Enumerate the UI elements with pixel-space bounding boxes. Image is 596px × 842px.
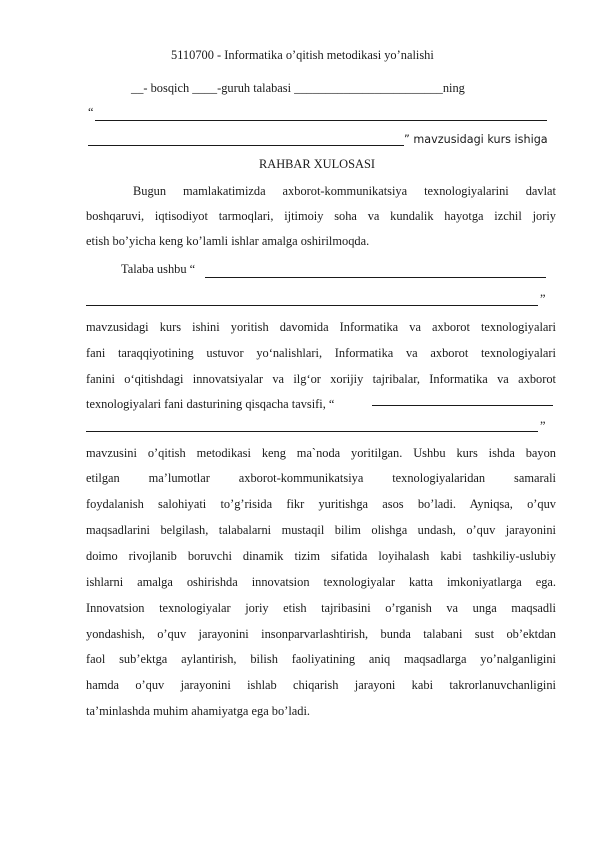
section-title: RAHBAR XULOSASI [258,157,375,171]
topic-suffix: ” mavzusidagi kurs ishiga [404,133,548,146]
paragraph2-tail-line: ishlarni amalga oshirishda innovatsion texnologiyalar katta imkoniyatlarga ega. [86,575,556,589]
topic-blank-line-1 [95,120,547,121]
topic-blank-line-2 [88,145,404,146]
paragraph2-tail-line: foydalanish salohiyati to’g’risida fikr yuritishga asos bo’ladi. Ayniqsa, o’quv [86,497,556,511]
paragraph2-tail-line: etilgan ma’lumotlar axborot-kommunikatsiya texnologiyalaridan samarali [86,471,556,485]
paragraph2-topic-blank-2 [86,305,538,306]
paragraph2-tail-line: ta’minlashda muhim ahamiyatga ega bo’ladi. [86,704,310,718]
student-line [131,80,465,96]
document-title: 5110700 - Informatika o’qitish metodikasi yo’nalishi [171,48,434,62]
name-blank: ________________________ [294,81,443,95]
paragraph2-line: fanini o‘qitishdagi innovatsiyalar va ilg‘or xorijiy tajribalar, Informatika va axborot [86,372,556,386]
paragraph2-topic-blank-1 [205,277,546,278]
course-label: - bosqich [143,81,190,95]
paragraph2-lead: Talaba ushbu “ [121,262,196,276]
paragraph1-line: etish bo’yicha keng ko’lamli ishlar amalga oshirilmoqda. [86,234,370,248]
paragraph1-line: boshqaruvi, iqtisodiyot tarmoqlari, ijtimoiy soha va kundalik hayotga izchil joriy [86,209,556,223]
paragraph2-tail-line: yondashish, o’quv jarayonini insonparvarlashtirish, bunda talabani sust ob’ektdan [86,627,556,641]
paragraph2-blank-line-lead: texnologiyalari fani dasturining qisqacha tavsifi, “ [86,397,335,411]
paragraph2-name-blank-1 [372,405,553,406]
name-suffix: ning [442,81,465,95]
paragraph2-tail-line: mavzusini o’qitish metodikasi keng ma`noda yoritilgan. Ushbu kurs ishda bayon [86,446,556,460]
paragraph2-line: fani taraqqiyotining ustuvor yo‘nalishlari, Informatika va axborot texnologiyalari [86,346,556,360]
paragraph2-tail-line: faol sub’ektga aylantirish, bilish faoliyatining aniq maqsadlarga yo’nalganligini [86,652,556,666]
paragraph1-line: Bugun mamlakatimizda axborot-kommunikatsiya texnologiyalarini davlat [133,184,556,198]
paragraph2-line: mavzusidagi kurs ishini yoritish davomida Informatika va axborot texnologiyalari [86,320,556,334]
paragraph2-close-quote-1: ” [540,292,546,306]
paragraph2-tail-line: hamda o’quv jarayonini ishlab chiqarish jarayoni kabi takrorlanuvchanligini [86,678,556,692]
group-blank: ____ [192,81,218,95]
topic-open-quote: “ [88,105,94,119]
paragraph2-name-blank-2 [86,431,538,432]
paragraph2-tail-line: doimo rivojlanib boruvchi dinamik tizim sifatida loyihalash kabi tashkiliy-uslubiy [86,549,556,563]
paragraph2-tail-line: maqsadlarini belgilash, talabalarni mustaqil bilim olishga undash, o’quv jarayonini [86,523,556,537]
paragraph2-close-quote-2: ” [540,419,546,433]
paragraph2-tail-line: Innovatsion texnologiyalar joriy etish tajribasini o’rganish va unga maqsadli [86,601,556,615]
group-label: -guruh talabasi [217,81,292,95]
course-blank: __ [131,81,144,95]
